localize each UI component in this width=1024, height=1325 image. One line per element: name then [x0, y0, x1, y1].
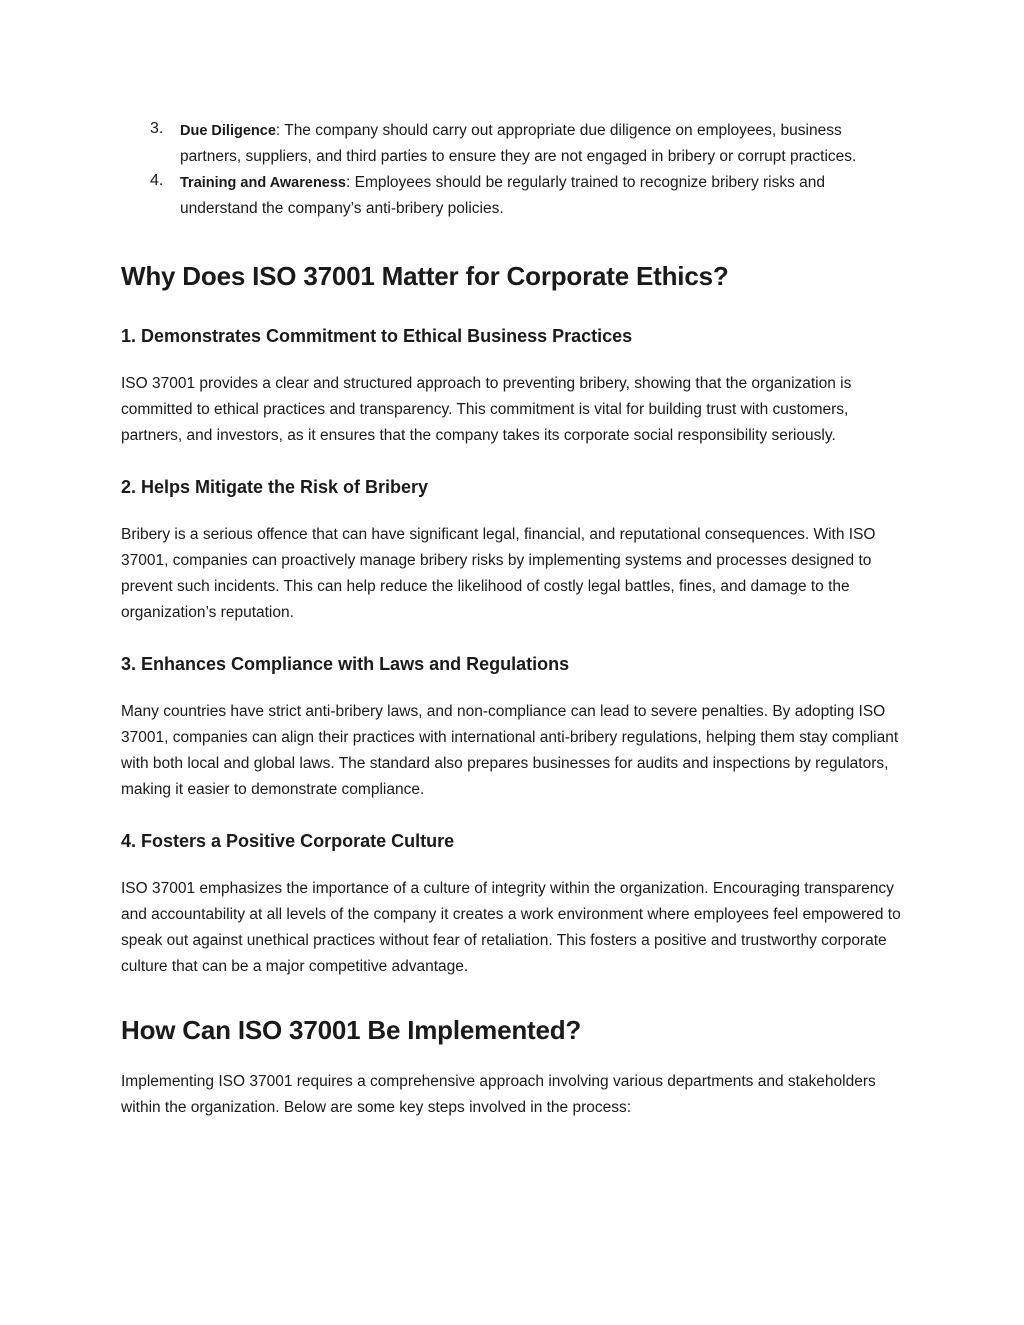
- list-text: : Employees should be regularly trained to recognize bribery risks and understand the company’s anti-bribery policies.: [180, 174, 826, 217]
- subsection-heading-4: 4. Fosters a Positive Corporate Culture: [121, 831, 455, 851]
- list-item: [121, 170, 906, 222]
- paragraph-implementation: Implementing ISO 37001 requires a comprehensive approach involving various departments and stakeholders within the organization. Below are some key steps involved in the process:: [121, 1073, 876, 1116]
- section-heading-why: Why Does ISO 37001 Matter for Corporate Ethics?: [121, 261, 729, 291]
- list-number: 4.: [150, 172, 164, 189]
- subsection-heading-3: 3. Enhances Compliance with Laws and Regulations: [121, 654, 570, 674]
- document-page: [121, 118, 906, 1121]
- list-text: : The company should carry out appropriate due diligence on employees, business partners, suppliers, and third parties to ensure they are not engaged in bribery or corrupt practices.: [180, 122, 857, 165]
- subsection-heading-2: 2. Helps Mitigate the Risk of Bribery: [121, 477, 429, 497]
- paragraph-1: ISO 37001 provides a clear and structured approach to preventing bribery, showing that the organization is committed to ethical practices and transparency. This commitment is vital for building trust with customers, partners, and investors, as it ensures that the company takes its corporate social responsibility seriously.: [121, 375, 852, 444]
- list-term: Training and Awareness: [180, 175, 346, 191]
- list-term: Due Diligence: [180, 123, 276, 139]
- list-item: [121, 118, 906, 170]
- paragraph-3: Many countries have strict anti-bribery laws, and non-compliance can lead to severe penalties. By adopting ISO 37001, companies can align their practices with international anti-bribery regulations, helping them stay compliant with both local and global laws. The standard also prepares businesses for audits and inspections by regulators, making it easier to demonstrate compliance.: [121, 703, 899, 798]
- subsection-heading-1: 1. Demonstrates Commitment to Ethical Business Practices: [121, 326, 633, 346]
- section-heading-how: How Can ISO 37001 Be Implemented?: [121, 1015, 582, 1045]
- paragraph-2: Bribery is a serious offence that can have significant legal, financial, and reputational consequences. With ISO 37001, companies can proactively manage bribery risks by implementing systems and processes designed to prevent such incidents. This can help reduce the likelihood of costly legal battles, fines, and damage to the organization’s reputation.: [121, 526, 876, 621]
- paragraph-4: ISO 37001 emphasizes the importance of a culture of integrity within the organization. Encouraging transparency and accountability at all levels of the company it creates a work environment where employees feel empowered to speak out against unethical practices without fear of retaliation. This fosters a positive and trustworthy corporate culture that can be a major competitive advantage.: [121, 880, 901, 975]
- list-number: 3.: [150, 120, 164, 137]
